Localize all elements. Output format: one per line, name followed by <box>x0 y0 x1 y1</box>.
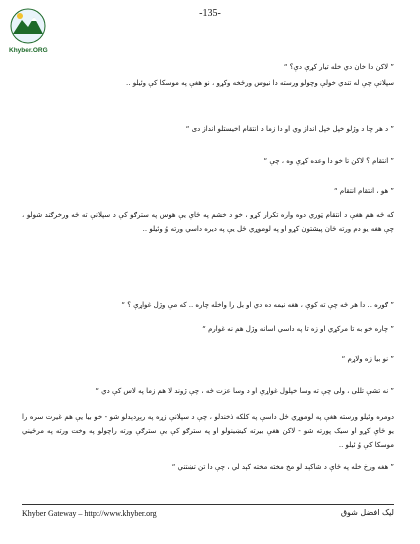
paragraph: ” هغه ورخ خله په ځاې د شاکېد لو مخ مخته مخته کېد لي ، چې دا تن تښتني “ <box>171 463 394 471</box>
footer-site-link[interactable]: Khyber Gateway – http://www.khyber.org <box>22 509 157 518</box>
footer-author: ليک افضل شوق <box>340 508 394 517</box>
paragraph: که څه هم هغې د انتقام ټوري دوه واره تکرار کړو ، خو د خشم په ځاې يې هوس په سترګو کې د سپلانې ته څه ورخرګند شولو ، چې هغه يو دم ورته ځان پيشتون کړو او په لوموړي ځل يې په ديره داسي ورته وُ وئيلو .. <box>22 211 394 233</box>
paragraph: ” چاره خو به تا مرکړي او زه تا په داسي اسانه وژل هم نه غوارم “ <box>202 325 394 333</box>
logo-text: Khyber.ORG <box>9 47 48 54</box>
paragraph: ” انتقام ؟ لاکن تا خو دا وعده کړې وه ، چې “ <box>263 157 394 165</box>
page-number: -135- <box>199 8 221 19</box>
paragraph: ” هو ، انتقام انتقام “ <box>334 187 394 195</box>
paragraph: دومره وئيلو ورسته هغې په لوموړي ځل داسې په کلکه ذخندلو ، چې د سپلانې زړه په رېږدېدلو شو - خو بيا يې هم غيرت سره را يو ځاې کړو او سيک پورته شو - لاکن هغې بيرته کيښينولو او په سترګو کې يې سترګې ورته راچولو په وخت ورته په مرځيني موسکا کې وُ ئيلو .. <box>22 413 394 449</box>
paragraph: ” نه تشې تللی ، ولی چې ته وسا خپلول غواړې او د وسا عزت څه ، چې ژوند لا هم زما په لاس کې دي “ <box>95 387 394 395</box>
paragraph: ” نو بيا زه ولاړم “ <box>341 355 394 363</box>
paragraph: ” د هر چا د وژلو خپل خپل انداز وي او دا زما د انتقام اخيستلو انداز دی “ <box>185 125 394 133</box>
paragraph: ” ګوره .. دا هر څه چې ته کوې ، هغه نيمه ده دي او بل را واخله چاره .. که مې وژل غواړې ؟ “ <box>121 301 394 309</box>
paragraph: سپلانې چې له تندي خولې وچولو ورسته دا نيوس ورځخه وکړو ، نو هغې په موسکا کې وئيلو .. <box>126 79 394 87</box>
paragraph: ” لاکن دا خان دي خله تيار کړې دې؟ “ <box>283 63 394 71</box>
footer-divider <box>22 504 394 505</box>
